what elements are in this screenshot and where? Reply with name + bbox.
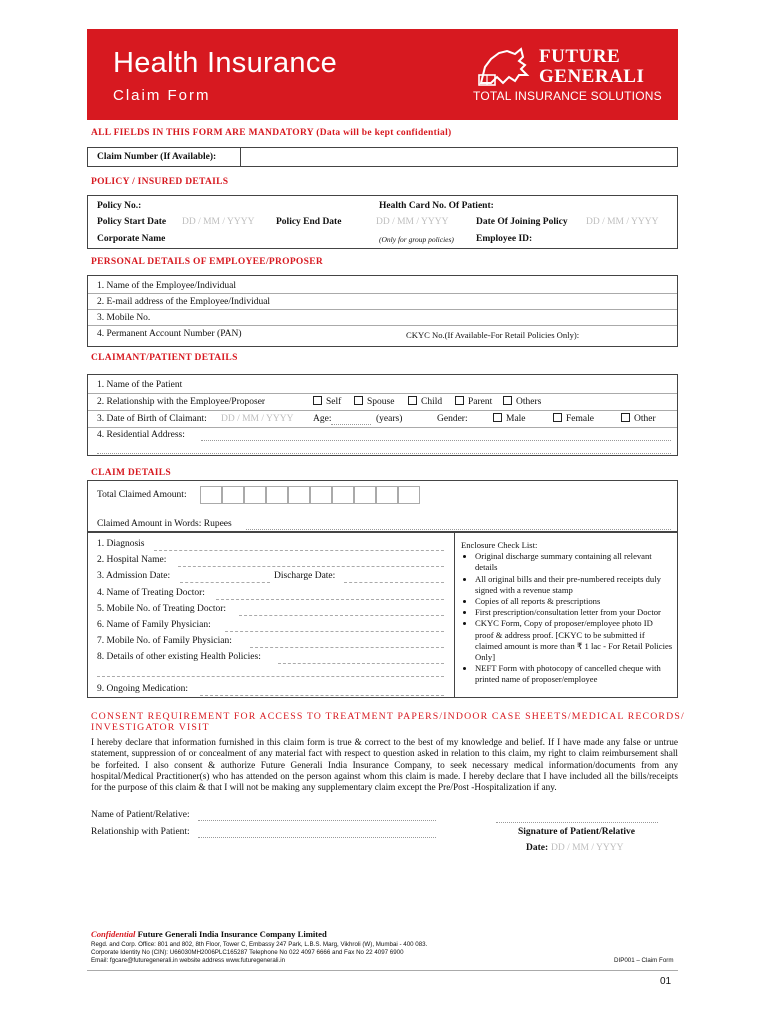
other-policies-label: 8. Details of other existing Health Policies: [97,652,261,662]
company-logo [473,43,663,105]
gender-other-option[interactable] [621,414,656,424]
footer-divider [87,970,678,971]
claim-number-label: Claim Number (If Available): [97,152,217,162]
consent-heading-line1: CONSENT REQUIREMENT FOR ACCESS TO TREATMENT PAPERS/INDOOR CASE SHEETS/MEDICAL RECORDS/ [91,711,685,722]
gender-male-option[interactable] [493,414,526,424]
form-title: Health Insurance [113,47,338,79]
policy-details-box [87,195,678,249]
policy-start-label: Policy Start Date [97,217,167,227]
amount-digit-box[interactable] [200,486,222,504]
corporate-name-label: Corporate Name [97,234,166,244]
claim-number-row [87,147,678,167]
row-divider [88,393,677,394]
relationship-self-option[interactable] [313,397,341,407]
page-number: 01 [660,976,672,987]
claimant-details-box [87,374,678,456]
claimed-amount-boxes[interactable] [200,486,420,504]
age-field[interactable] [331,424,371,425]
consent-heading-line2: INVESTIGATOR VISIT [91,722,210,733]
relationship-with-patient-field[interactable] [198,837,436,838]
group-policy-note: (Only for group policies) [379,235,454,244]
doctor-name-field[interactable] [216,599,444,600]
amount-in-words-label: Claimed Amount in Words: Rupees [97,519,232,529]
consent-declaration: I hereby declare that information furnished in this claim form is true & correct to the best of my knowledge and belief. If I have made any false or untrue statement, suppression of or concealment of any material fact with respect to question asked in relation to this claim, my right to claim reimbursement shall be forfeited. I also consent & authorize Future Generali India Insurance Company, to seek necessary medical information/documents from any hospital/Medical Practitioner(s) who has attended on the person against whom this claim is made. I hereby declare that I have included all the bills/receipts for the purpose of this claim & that I will not be making any supplementary claim except the Pre/Post -Hospitalization if any. [91,738,678,794]
signature-label: Signature of Patient/Relative [518,827,635,837]
claim-section-heading: CLAIM DETAILS [91,468,172,478]
amount-digit-box[interactable] [376,486,398,504]
confidential-label: Confidential [91,929,136,939]
years-label: (years) [376,414,403,424]
age-label: Age: [313,414,332,424]
checklist-items [461,551,673,685]
amount-digit-box[interactable] [222,486,244,504]
family-mobile-label: 7. Mobile No. of Family Physician: [97,636,232,646]
employee-email-label: 2. E-mail address of the Employee/Individual [97,297,271,307]
amount-in-words-field[interactable] [246,529,671,530]
consent-heading [91,711,685,733]
logo-text-generali: GENERALI [539,66,645,87]
employee-mobile-label: 3. Mobile No. [97,313,151,323]
checkbox-icon [313,396,322,405]
row-divider [88,325,677,326]
signature-field[interactable] [496,822,658,823]
doctor-mobile-label: 5. Mobile No. of Treating Doctor: [97,604,227,614]
checkbox-icon [503,396,512,405]
personal-section-heading: PERSONAL DETAILS OF EMPLOYEE/PROPOSER [91,257,324,267]
hospital-field[interactable] [178,566,444,567]
medication-field[interactable] [200,695,444,696]
patient-relative-name-label: Name of Patient/Relative: [91,810,190,820]
hospital-label: 2. Hospital Name: [97,555,167,565]
column-divider [454,533,455,697]
relationship-with-patient-label: Relationship with Patient: [91,827,190,837]
relationship-others-option[interactable] [503,397,541,407]
patient-name-label: 1. Name of the Patient [97,380,183,390]
checkbox-icon [408,396,417,405]
checklist-title: Enclosure Check List: [461,540,538,550]
admission-date-field[interactable] [180,582,270,583]
option-label: Male [506,414,526,424]
pan-label: 4. Permanent Account Number (PAN) [97,329,242,339]
checkbox-icon [493,413,502,422]
claimant-section-heading: CLAIMANT/PATIENT DETAILS [91,353,238,363]
amount-digit-box[interactable] [332,486,354,504]
doctor-name-label: 4. Name of Treating Doctor: [97,588,205,598]
discharge-date-field[interactable] [344,582,444,583]
company-name: Future Generali India Insurance Company Limited [137,929,327,939]
employee-id-label: Employee ID: [476,234,533,244]
policy-section-heading: POLICY / INSURED DETAILS [91,177,229,187]
personal-details-box [87,275,678,347]
signature-date-field[interactable]: DD / MM / YYYY [551,843,624,853]
signature-date-label: Date: [526,843,549,853]
checklist-item: • Copies of all reports & prescriptions [475,596,673,607]
row-divider [88,410,677,411]
address-field[interactable] [201,440,671,441]
checklist-item: • First prescription/consultation letter from your Doctor [475,607,673,618]
amount-digit-box[interactable] [398,486,420,504]
claim-number-field[interactable] [241,148,677,166]
contact-email: Email: fgcare@futuregenerali.in website address www.futuregenerali.in [91,957,286,964]
diagnosis-label: 1. Diagnosis [97,539,145,549]
employee-name-label: 1. Name of the Employee/Individual [97,281,237,291]
family-physician-field[interactable] [225,631,444,632]
row-divider [88,309,677,310]
checkbox-icon [553,413,562,422]
patient-relative-name-field[interactable] [198,820,436,821]
amount-digit-box[interactable] [310,486,332,504]
policy-end-date-field[interactable]: DD / MM / YYYY [376,217,449,227]
mandatory-note: ALL FIELDS IN THIS FORM ARE MANDATORY (Data will be kept confidential) [91,128,452,138]
claim-amount-box [87,480,678,532]
admission-label: 3. Admission Date: [97,571,171,581]
total-claimed-label: Total Claimed Amount: [97,490,187,500]
header-banner [87,29,678,120]
corporate-identity: Corporate Identity No (CIN): U66030MH2006PLC165287 Telephone No 022 4097 6666 and Fax No 22 4097 6900 [91,949,404,956]
date-of-joining-label: Date Of Joining Policy [476,217,568,227]
option-label: Self [326,397,342,407]
other-policies-field-line2[interactable] [97,676,444,677]
checklist-item: • All original bills and their pre-numbered receipts duly signed with a revenue stamp [475,574,673,596]
doctor-mobile-field[interactable] [239,615,444,616]
dob-field[interactable]: DD / MM / YYYY [221,414,294,424]
option-label: Female [566,414,594,424]
amount-digit-box[interactable] [244,486,266,504]
option-label: Other [634,414,656,424]
health-card-label: Health Card No. Of Patient: [379,201,494,211]
gender-label: Gender: [437,414,468,424]
row-divider [88,427,677,428]
footer-address [91,941,511,965]
option-label: Parent [468,397,493,407]
policy-start-date-field[interactable]: DD / MM / YYYY [182,217,255,227]
address-label: 4. Residential Address: [97,430,185,440]
logo-tagline: TOTAL INSURANCE SOLUTIONS [473,89,662,103]
form-code: DIP001 – Claim Form [614,957,674,964]
checklist-item: • CKYC Form, Copy of proposer/employee photo ID proof & address proof. [CKYC to be submitted if claimed amount is more than ₹ 1 lac - For Retail Policies Only] [475,618,673,663]
option-label: Child [421,397,443,407]
relationship-child-option[interactable] [408,397,442,407]
option-label: Others [516,397,542,407]
logo-text-future: FUTURE [539,46,621,67]
relationship-parent-option[interactable] [455,397,492,407]
other-policies-field[interactable] [278,663,444,664]
amount-digit-box[interactable] [288,486,310,504]
relationship-spouse-option[interactable] [354,397,394,407]
address-field-line2[interactable] [97,453,671,454]
relationship-label: 2. Relationship with the Employee/Proposer [97,397,266,407]
dob-label: 3. Date of Birth of Claimant: [97,414,207,424]
lion-logo-icon [475,45,535,87]
policy-no-label: Policy No.: [97,201,142,211]
family-mobile-field[interactable] [250,647,444,648]
amount-digit-box[interactable] [354,486,376,504]
checkbox-icon [621,413,630,422]
family-physician-label: 6. Name of Family Physician: [97,620,211,630]
option-label: Spouse [367,397,395,407]
enclosure-checklist [461,540,673,686]
checkbox-icon [354,396,363,405]
medication-label: 9. Ongoing Medication: [97,684,189,694]
amount-digit-box[interactable] [266,486,288,504]
checklist-item: • Original discharge summary containing all relevant details [475,551,673,573]
registered-office: Regd. and Corp. Office: 801 and 802, 8th Floor, Tower C, Embassy 247 Park, L.B.S. Marg, Vikhroli (W), Mumbai - 400 083. [91,941,428,948]
checkbox-icon [455,396,464,405]
diagnosis-field[interactable] [154,550,444,551]
form-subtitle: Claim Form [113,87,211,104]
claim-details-box [87,532,678,698]
gender-female-option[interactable] [553,414,594,424]
footer-company-line [91,929,327,939]
checklist-item: • NEFT Form with photocopy of cancelled cheque with printed name of proposer/employee [475,663,673,685]
date-of-joining-field[interactable]: DD / MM / YYYY [586,217,659,227]
policy-end-label: Policy End Date [276,217,342,227]
row-divider [88,293,677,294]
discharge-label: Discharge Date: [274,571,336,581]
ckyc-label: CKYC No.(If Available-For Retail Policies Only): [406,330,580,340]
